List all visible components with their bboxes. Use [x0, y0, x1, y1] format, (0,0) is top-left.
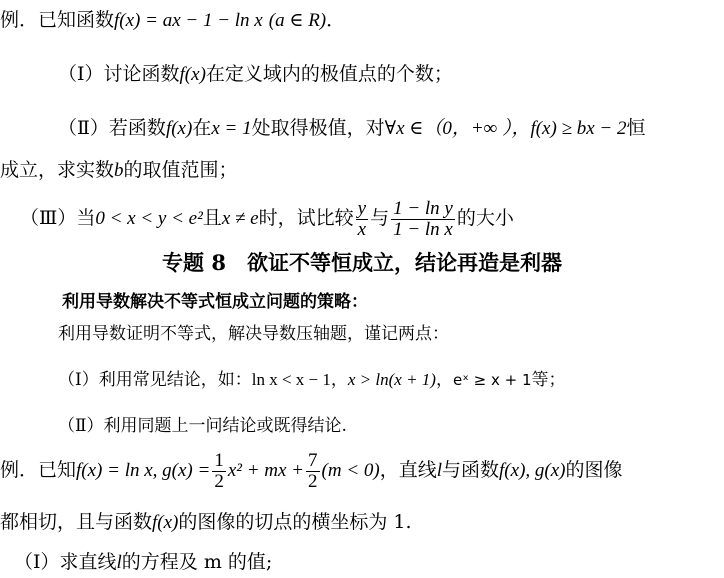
- part3-neq: x ≠ e: [221, 208, 259, 229]
- q1-a: （I）求直线: [14, 551, 117, 573]
- part3-text-c: 与: [370, 207, 390, 229]
- example2-intro: 例．已知: [0, 459, 77, 481]
- part2-fx: f(x): [165, 118, 193, 139]
- example1-end: ．: [326, 9, 346, 31]
- strategy-item1: [58, 368, 565, 392]
- example1-function: f(x) = ax − 1 − ln x: [114, 10, 263, 31]
- part3-range: 0 < x < y < e²: [95, 208, 203, 229]
- strategy-intro: 利用导数证明不等式，解决导数压轴题，谨记两点：: [58, 324, 449, 344]
- part1-text-b: 在定义域内的极值点的个数；: [205, 63, 453, 85]
- part2-text-a: 若函数: [108, 117, 166, 139]
- item1-formula-3: eˣ ≥ x + 1: [452, 371, 532, 389]
- item1-end: 等；: [531, 370, 566, 390]
- part2-inequality: f(x) ≥ bx − 2: [530, 118, 627, 139]
- part3-fraction-1: [356, 199, 368, 240]
- item1-label: （Ⅰ）利用常见结论，如：: [58, 370, 252, 390]
- part3-frac1-den: x: [357, 218, 367, 240]
- example2-line2-b: 的图像的切点的横坐标为 1.: [178, 511, 412, 533]
- item1-sep2: ，: [435, 370, 453, 390]
- q1-b: 的方程及 m 的值;: [121, 551, 273, 573]
- part1-line: [58, 62, 453, 87]
- example2-fraction-a: [212, 451, 226, 492]
- part1-fx: f(x): [179, 64, 206, 85]
- example2-fraction-b: [306, 451, 320, 492]
- example2-line2: [0, 510, 412, 535]
- part1-text-a: 讨论函数: [103, 63, 180, 85]
- part3-text-b: 时，试比较: [258, 207, 354, 229]
- example2-line2-a: 都相切，且与函数: [0, 511, 153, 533]
- part3-text-a: 且: [202, 207, 222, 229]
- example2-line: [0, 448, 623, 493]
- strategy-item2: （Ⅱ）利用同题上一问结论或既得结论.: [58, 416, 347, 436]
- part2-cont: 成立，求实数: [0, 159, 115, 181]
- part2-text-b: 在: [192, 117, 212, 139]
- part2-x1: x = 1: [211, 118, 252, 139]
- example2-cond: (m < 0): [321, 460, 380, 481]
- part3-text-d: 的大小: [456, 207, 514, 229]
- item1-sep: ，: [330, 370, 348, 390]
- frac-b-den: 2: [308, 470, 318, 492]
- q1-l: l: [116, 552, 122, 573]
- part3-frac2-den: 1 − ln x: [393, 218, 453, 240]
- part2-cont2: 的取值范围；: [123, 159, 238, 181]
- example2-l: l: [436, 460, 443, 481]
- part3-label: （Ⅲ）当: [20, 207, 96, 229]
- example2-fg: f(x), g(x): [499, 460, 566, 481]
- part3-frac1-num: y: [357, 197, 367, 219]
- example1-condition: (a ∈ R): [268, 10, 327, 31]
- example2-text-b: 与函数: [442, 459, 500, 481]
- frac-a-den: 2: [214, 470, 224, 492]
- example2-mid: x² + mx +: [227, 460, 305, 481]
- part3-fraction-2: [391, 199, 455, 240]
- part2-b: b: [114, 160, 124, 181]
- example2-text-a: ，直线: [379, 459, 437, 481]
- part2-text-c: 处取得极值，对: [251, 117, 385, 139]
- item1-formula-1: ln x < x − 1: [251, 370, 331, 389]
- part2-line: [58, 116, 646, 141]
- example2-funcs: f(x) = ln x, g(x) =: [76, 460, 211, 481]
- part2-forall: ∀x ∈（0，+∞ ），: [384, 118, 531, 139]
- example1-line: [0, 8, 345, 33]
- part3-frac2-num: 1 − ln y: [393, 197, 453, 219]
- part2-cont-line: [0, 158, 238, 183]
- part2-text-d: 恒: [626, 117, 646, 139]
- section-title: 专题 8 欲证不等恒成立，结论再造是利器: [162, 250, 562, 275]
- example1-intro: 例．已知函数: [0, 9, 115, 31]
- example2-question1: [14, 550, 272, 575]
- strategy-heading: 利用导数解决不等式恒成立问题的策略：: [62, 292, 368, 312]
- part3-line: [20, 196, 514, 241]
- part1-label: （Ⅰ）: [58, 63, 104, 85]
- part2-label: （Ⅱ）: [58, 117, 109, 139]
- example2-text-c: 的图像: [565, 459, 623, 481]
- example2-fx: f(x): [152, 512, 179, 533]
- frac-b-num: 7: [308, 449, 318, 471]
- frac-a-num: 1: [214, 449, 224, 471]
- item1-formula-2: x > ln(x + 1): [347, 370, 436, 389]
